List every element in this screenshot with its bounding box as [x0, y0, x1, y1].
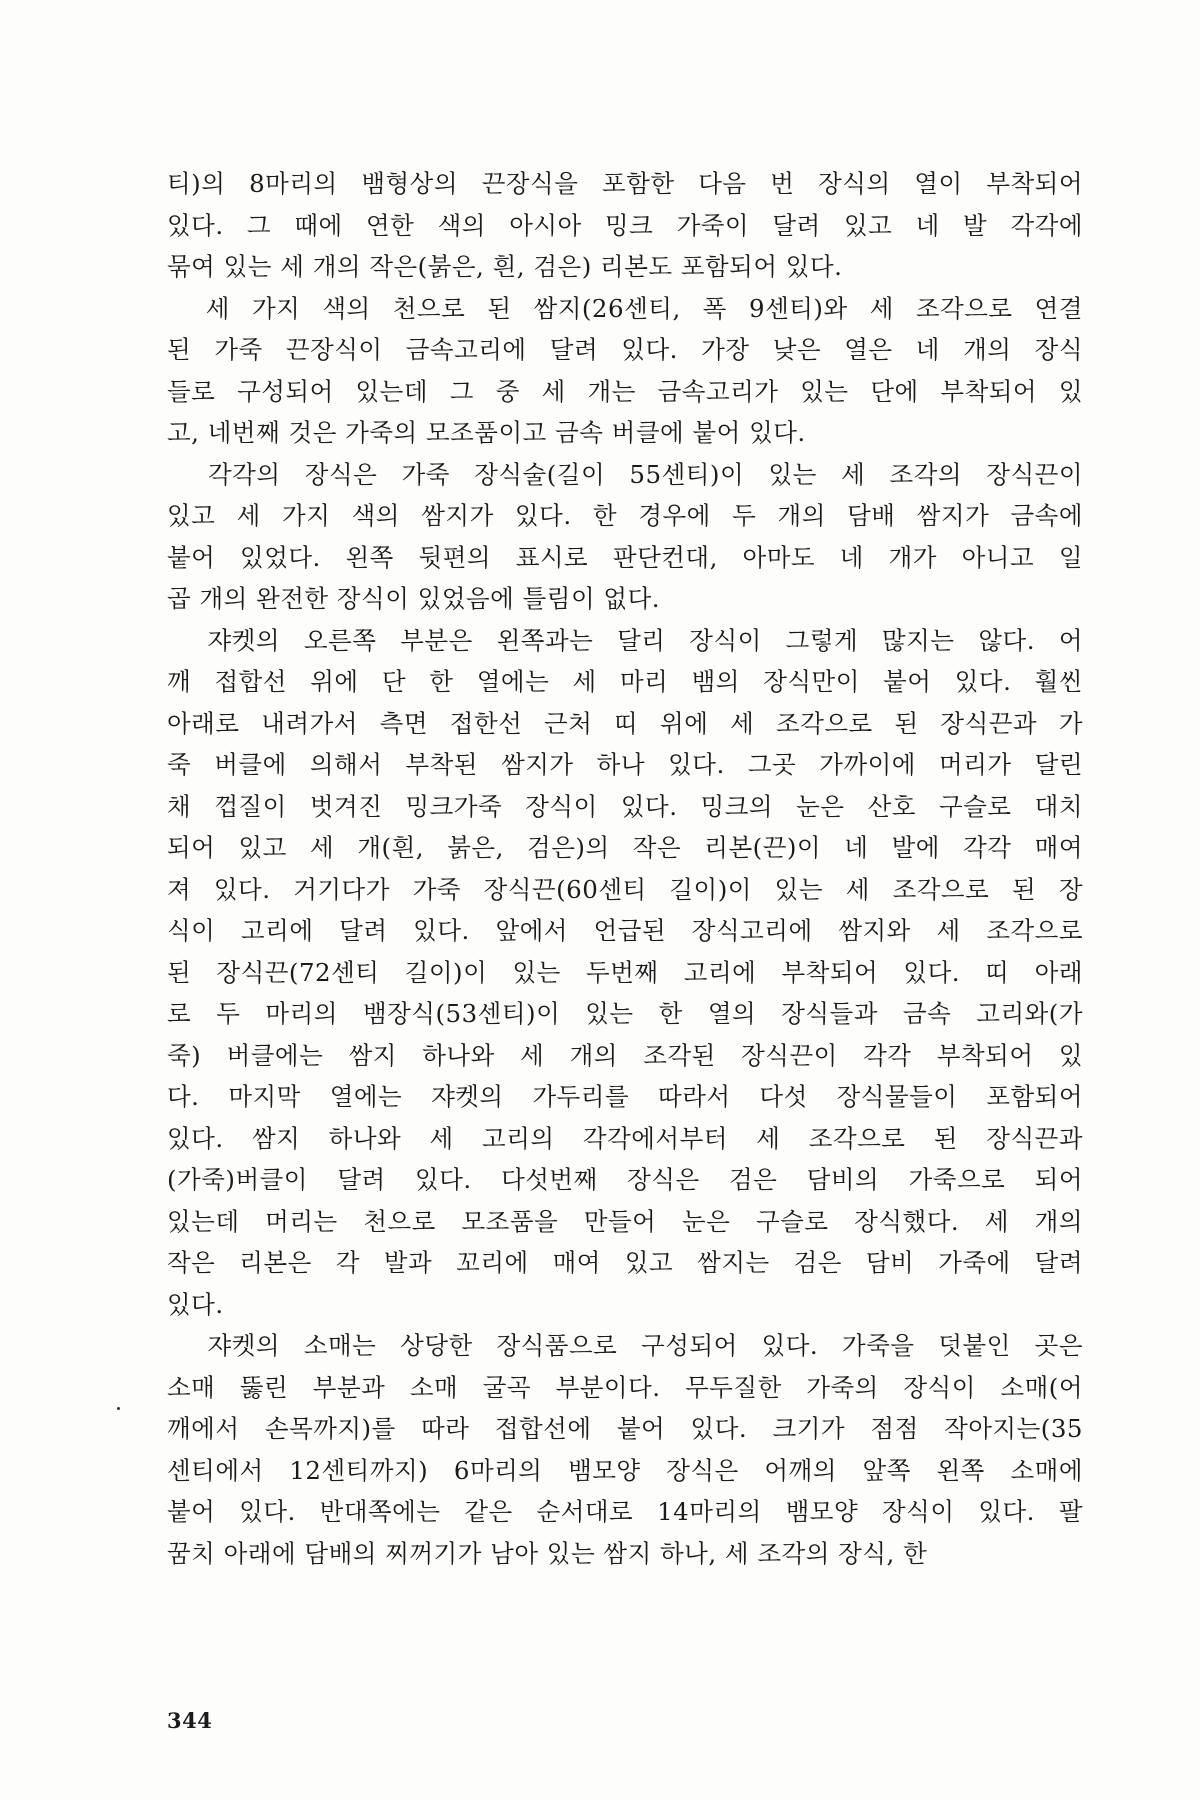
text-line: 붙어 있다. 반대쪽에는 같은 순서대로 14마리의 뱀모양 장식이 있다. 팔	[167, 1497, 1083, 1526]
text-line: 묶여 있는 세 개의 작은(붉은, 흰, 검은) 리본도 포함되어 있다.	[167, 252, 843, 281]
text-line: 죽 버클에 의해서 부착된 쌈지가 하나 있다. 그곳 가까이에 머리가 달린	[167, 750, 1083, 779]
text-line: 소매 뚫린 부분과 소매 굴곡 부분이다. 무두질한 가죽의 장식이 소매(어	[167, 1372, 1083, 1402]
text-line: 있다.	[167, 1289, 224, 1319]
paragraph	[167, 620, 1083, 1326]
text-line: 있는데 머리는 천으로 모조품을 만들어 눈은 구슬로 장식했다. 세 개의	[167, 1206, 1083, 1236]
text-line: 곱 개의 완전한 장식이 있었음에 틀림이 없다.	[167, 584, 661, 613]
text-line: 깨에서 손목까지)를 따라 접합선에 붙어 있다. 크기가 점점 작아지는(35	[167, 1414, 1083, 1443]
paragraph	[167, 163, 1083, 288]
margin-mark	[117, 1407, 120, 1410]
text-line: 고, 네번째 것은 가죽의 모조품이고 금속 버클에 붙어 있다.	[167, 418, 806, 447]
text-line: 붙어 있었다. 왼쪽 뒷편의 표시로 판단컨대, 아마도 네 개가 아니고 일	[167, 542, 1083, 572]
page-number: 344	[167, 1708, 213, 1733]
text-line: 꿈치 아래에 담배의 찌꺼기가 남아 있는 쌈지 하나, 세 조각의 장식, 한	[167, 1538, 928, 1568]
text-line: 들로 구성되어 있는데 그 중 세 개는 금속고리가 있는 단에 부착되어 있	[167, 376, 1083, 406]
text-line: 있다. 쌈지 하나와 세 고리의 각각에서부터 세 조각으로 된 장식끈과	[167, 1123, 1083, 1153]
text-line: 작은 리본은 각 발과 꼬리에 매여 있고 쌈지는 검은 담비 가죽에 달려	[167, 1248, 1083, 1277]
text-line: 티)의 8마리의 뱀형상의 끈장식을 포함한 다음 번 장식의 열이 부착되어	[167, 169, 1083, 198]
text-line: 된 가죽 끈장식이 금속고리에 달려 있다. 가장 낮은 열은 네 개의 장식	[167, 335, 1083, 364]
text-line: 센티에서 12센티까지) 6마리의 뱀모양 장식은 어깨의 앞쪽 왼쪽 소매에	[167, 1455, 1083, 1485]
body-text	[167, 163, 1083, 1574]
text-line: 깨 접합선 위에 단 한 열에는 세 마리 뱀의 장식만이 붙어 있다. 훨씬	[167, 667, 1083, 696]
text-line: 다. 마지막 열에는 쟈켓의 가두리를 따라서 다섯 장식물들이 포함되어	[167, 1082, 1083, 1111]
text-line: (가죽)버클이 달려 있다. 다섯번째 장식은 검은 담비의 가죽으로 되어	[167, 1165, 1083, 1194]
paragraph	[167, 454, 1083, 620]
text-line: 채 껍질이 벗겨진 밍크가죽 장식이 있다. 밍크의 눈은 산호 구슬로 대치	[167, 791, 1083, 821]
text-line: 있다. 그 때에 연한 색의 아시아 밍크 가죽이 달려 있고 네 발 각각에	[167, 210, 1083, 240]
text-line: 각각의 장식은 가죽 장식술(길이 55센티)이 있는 세 조각의 장식끈이	[167, 459, 1083, 489]
paragraph	[167, 1325, 1083, 1574]
text-line: 죽) 버클에는 쌈지 하나와 세 개의 조각된 장식끈이 각각 부착되어 있	[167, 1040, 1083, 1070]
text-line: 된 장식끈(72센티 길이)이 있는 두번째 고리에 부착되어 있다. 띠 아래	[167, 957, 1083, 987]
text-line: 쟈켓의 소매는 상당한 장식품으로 구성되어 있다. 가죽을 덧붙인 곳은	[167, 1331, 1083, 1360]
text-line: 로 두 마리의 뱀장식(53센티)이 있는 한 열의 장식들과 금속 고리와(가	[167, 999, 1083, 1028]
text-line: 쟈켓의 오른쪽 부분은 왼쪽과는 달리 장식이 그렇게 많지는 않다. 어	[167, 625, 1083, 655]
text-line: 져 있다. 거기다가 가죽 장식끈(60센티 길이)이 있는 세 조각으로 된 장	[167, 874, 1083, 904]
text-line: 아래로 내려가서 측면 접한선 근처 띠 위에 세 조각으로 된 장식끈과 가	[167, 708, 1083, 738]
text-line: 세 가지 색의 천으로 된 쌈지(26센티, 폭 9센티)와 세 조각으로 연결	[167, 293, 1083, 323]
text-line: 식이 고리에 달려 있다. 앞에서 언급된 장식고리에 쌈지와 세 조각으로	[167, 916, 1083, 945]
text-line: 되어 있고 세 개(흰, 붉은, 검은)의 작은 리본(끈)이 네 발에 각각 매여	[167, 833, 1083, 862]
paragraph	[167, 288, 1083, 454]
text-line: 있고 세 가지 색의 쌈지가 있다. 한 경우에 두 개의 담배 쌈지가 금속에	[167, 501, 1083, 530]
